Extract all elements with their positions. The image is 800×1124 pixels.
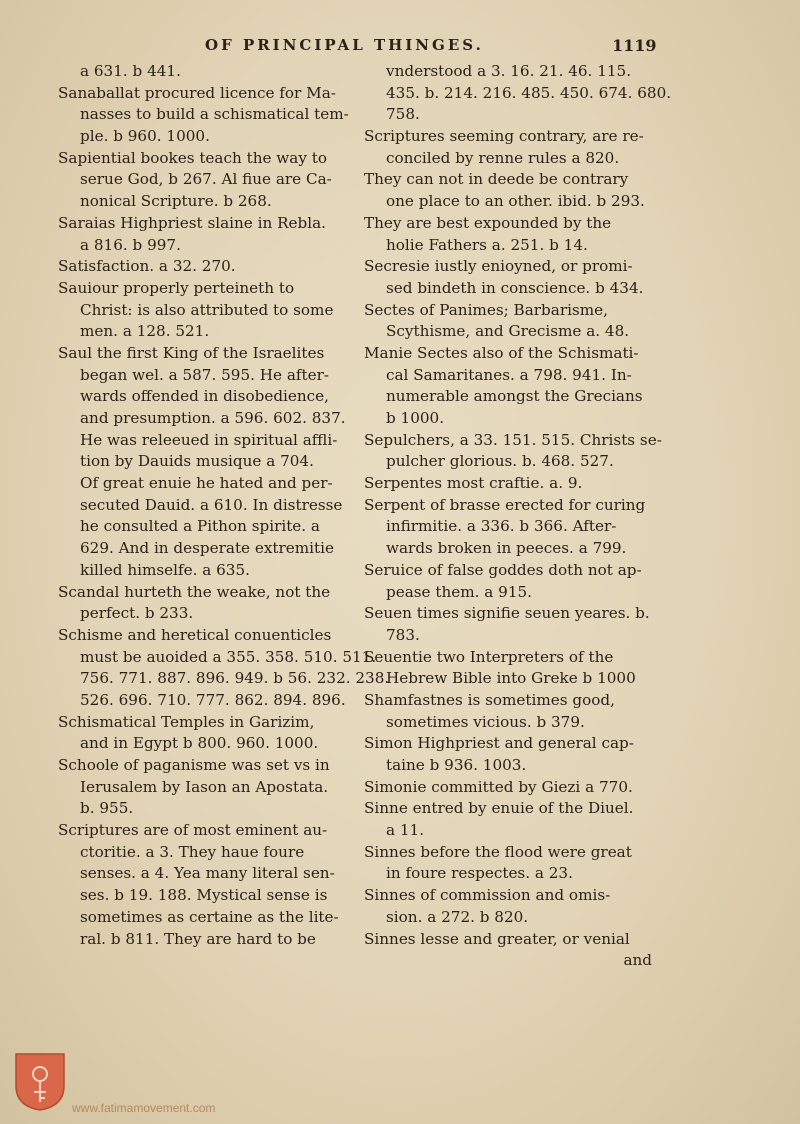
index-line: senses. a 4. Yea many literal sen-	[80, 864, 335, 883]
index-line: a 11.	[386, 821, 425, 840]
index-line: Saraias Highpriest slaine in Rebla.	[58, 213, 326, 232]
index-line: men. a 128. 521.	[80, 322, 210, 341]
index-line: perfect. b 233.	[80, 604, 194, 623]
index-line: Seruice of false goddes doth not ap-	[364, 560, 642, 579]
index-column-right	[364, 61, 672, 972]
index-line: tion by Dauids musique a 704.	[80, 452, 314, 471]
index-line: ral. b 811. They are hard to be	[80, 929, 316, 948]
index-line: wards broken in peeces. a 799.	[386, 539, 627, 558]
index-line: 756. 771. 887. 896. 949. b 56. 232. 238.	[80, 669, 390, 688]
index-line: Manie Sectes also of the Schismati-	[364, 343, 639, 362]
index-line: pease them. a 915.	[386, 582, 533, 601]
index-line: numerable amongst the Grecians	[386, 387, 643, 406]
index-line: nonical Scripture. b 268.	[80, 192, 272, 211]
index-line: 435. b. 214. 216. 485. 450. 674. 680.	[386, 83, 672, 102]
papal-seal-icon	[14, 1052, 66, 1112]
index-line: He was releeued in spiritual affli-	[80, 430, 338, 449]
index-line: ses. b 19. 188. Mystical sense is	[80, 886, 328, 905]
index-line: secuted Dauid. a 610. In distresse	[80, 495, 343, 514]
index-line: b. 955.	[80, 799, 134, 818]
index-line: Sinnes before the flood were great	[364, 842, 632, 861]
index-line: 526. 696. 710. 777. 862. 894. 896.	[80, 690, 346, 709]
index-line: conciled by renne rules a 820.	[386, 148, 620, 167]
index-line: 758.	[386, 105, 420, 124]
index-line: ctoritie. a 3. They haue foure	[80, 842, 305, 861]
index-line: Schoole of paganisme was set vs in	[58, 756, 330, 774]
index-line: sometimes vicious. b 379.	[386, 712, 585, 731]
index-line: Sinnes lesse and greater, or venial	[364, 929, 630, 948]
index-line: nasses to build a schismatical tem-	[80, 105, 349, 124]
index-line: wards offended in disobedience,	[80, 387, 329, 406]
index-line: one place to an other. ibid. b 293.	[386, 192, 645, 211]
index-line: Sinne entred by enuie of the Diuel.	[364, 799, 634, 818]
index-line: cal Samaritanes. a 798. 941. In-	[386, 365, 632, 384]
index-line: sion. a 272. b 820.	[386, 907, 529, 926]
page-header	[0, 36, 800, 58]
index-line: Simonie committed by Giezi a 770.	[364, 777, 633, 796]
index-line: Scriptures are of most eminent au-	[58, 821, 328, 840]
index-column-left	[58, 61, 390, 950]
index-line: Scandal hurteth the weake, not the	[58, 582, 331, 601]
index-line: Of great enuie he hated and per-	[80, 474, 333, 493]
index-line: and in Egypt b 800. 960. 1000.	[80, 734, 319, 753]
index-line: serue God, b 267. Al fiue are Ca-	[80, 170, 332, 189]
index-line: sed bindeth in conscience. b 434.	[386, 278, 644, 297]
index-line: Sapiential bookes teach the way to	[58, 148, 327, 167]
page-number: 1119	[612, 36, 657, 55]
index-line: Simon Highpriest and general cap-	[364, 734, 634, 753]
index-line: Satisfaction. a 32. 270.	[58, 257, 236, 276]
index-line: taine b 936. 1003.	[386, 756, 527, 774]
index-line: began wel. a 587. 595. He after-	[80, 365, 329, 384]
catchword: and	[623, 951, 652, 970]
index-line: They can not in deede be contrary	[364, 170, 629, 189]
index-line: Hebrew Bible into Greke b 1000	[386, 669, 636, 688]
index-line: Scythisme, and Grecisme a. 48.	[386, 322, 630, 341]
index-line: Christ: is also attributed to some	[80, 300, 334, 319]
index-line: ple. b 960. 1000.	[80, 127, 210, 146]
index-line: Schisme and heretical conuenticles	[58, 625, 332, 644]
index-line: 629. And in desperate extremitie	[80, 539, 334, 558]
index-line: a 816. b 997.	[80, 235, 181, 254]
index-line: Saul the first King of the Israelites	[58, 343, 325, 362]
index-line: They are best expounded by the	[364, 213, 612, 232]
index-line: killed himselfe. a 635.	[80, 560, 250, 579]
index-line: Ierusalem by Iason an Apostata.	[80, 777, 329, 796]
index-line: Sanaballat procured licence for Ma-	[58, 83, 336, 102]
index-line: infirmitie. a 336. b 366. After-	[386, 517, 617, 536]
index-line: Schismatical Temples in Garizim,	[58, 712, 315, 731]
index-line: Sauiour properly perteineth to	[58, 278, 295, 297]
index-line: must be auoided a 355. 358. 510. 511.	[80, 647, 377, 666]
index-line: Seuentie two Interpreters of the	[364, 647, 614, 666]
index-line: he consulted a Pithon spirite. a	[80, 517, 320, 536]
index-line: Sepulchers, a 33. 151. 515. Christs se-	[364, 430, 662, 449]
index-line: a 631. b 441.	[80, 62, 181, 80]
index-line: Scriptures seeming contrary, are re-	[364, 127, 644, 146]
index-line: Serpentes most craftie. a. 9.	[364, 474, 583, 493]
index-line: 783.	[386, 625, 420, 644]
index-line: Sinnes of commission and omis-	[364, 886, 611, 905]
index-line: Serpent of brasse erected for curing	[364, 495, 646, 514]
index-line: vnderstood a 3. 16. 21. 46. 115.	[386, 62, 632, 80]
index-line: holie Fathers a. 251. b 14.	[386, 235, 588, 254]
index-line: Sectes of Panimes; Barbarisme,	[364, 300, 608, 319]
index-line: pulcher glorious. b. 468. 527.	[386, 452, 614, 471]
index-line: sometimes as certaine as the lite-	[80, 907, 339, 926]
index-line: in foure respectes. a 23.	[386, 864, 573, 883]
running-title: OF PRINCIPAL THINGES.	[205, 36, 484, 54]
index-line: and presumption. a 596. 602. 837.	[80, 409, 346, 427]
index-line: Secresie iustly enioyned, or promi-	[364, 257, 633, 276]
index-line: Seuen times signifie seuen yeares. b.	[364, 604, 650, 623]
index-line: b 1000.	[386, 409, 445, 427]
watermark-text: www.fatimamovement.com	[72, 1101, 216, 1115]
index-line: Shamfastnes is sometimes good,	[364, 690, 615, 709]
